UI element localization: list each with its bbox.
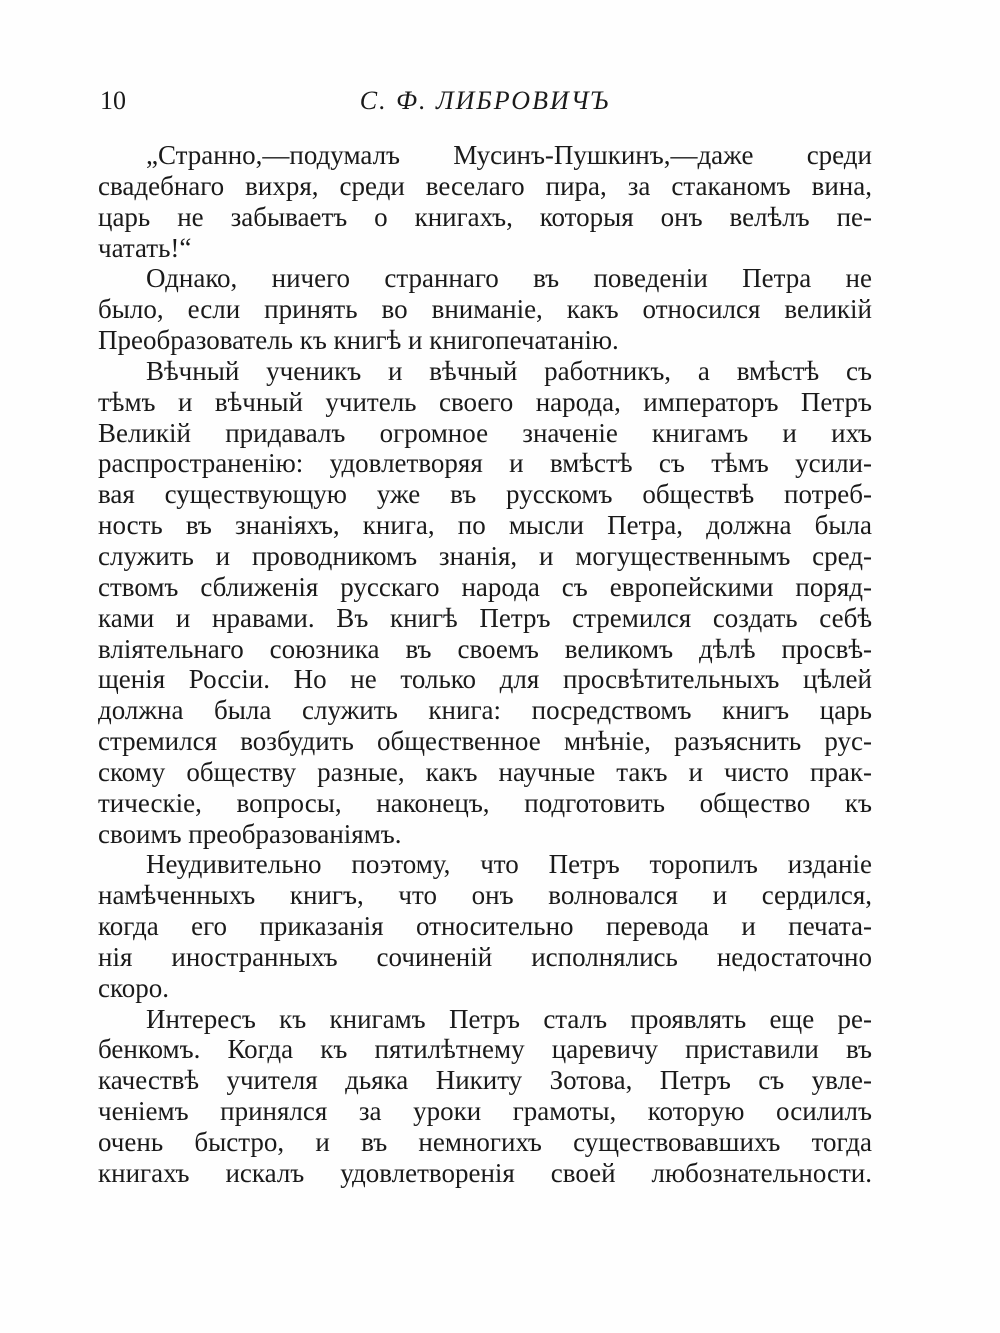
text-line: стремился возбудить общественное мнѣніе, разъяснить рус- <box>98 726 872 757</box>
body-text <box>98 140 872 1189</box>
text-line: ность въ знаніяхъ, книга, по мысли Петра, должна была <box>98 510 872 541</box>
paragraph <box>98 849 872 1003</box>
text-line: Интересъ къ книгамъ Петръ сталъ проявлять еще ре- <box>146 1003 872 1034</box>
text-line: было, если принять во вниманіе, какъ относился великій <box>98 294 872 325</box>
text-line: книгахъ искалъ удовлетворенія своей любознательности. <box>98 1157 872 1188</box>
text-line: Неудивительно поэтому, что Петръ торопилъ изданіе <box>146 849 872 880</box>
paragraph <box>98 140 872 263</box>
text-line: качествѣ учителя дьяка Никиту Зотова, Петръ съ увле- <box>98 1065 872 1096</box>
text-line: нія иностранныхъ сочиненій исполнялись недостаточно <box>98 941 872 972</box>
text-line: скоро. <box>98 972 169 1003</box>
text-line: скому обществу разные, какъ научные такъ и чисто прак- <box>98 756 872 787</box>
page-number: 10 <box>100 86 126 115</box>
running-head <box>100 86 870 126</box>
text-line: ченіемъ принялся за уроки грамоты, которую осилилъ <box>98 1096 872 1127</box>
text-line: Однако, ничего страннаго въ поведеніи Петра не <box>146 263 872 294</box>
text-line: „Странно,—подумалъ Мусинъ-Пушкинъ,—даже среди <box>146 140 872 170</box>
text-line: царь не забываетъ о книгахъ, которыя онъ велѣлъ пе- <box>98 201 872 232</box>
text-line: щенія Россіи. Но не только для просвѣтительныхъ цѣлей <box>98 664 872 695</box>
text-line: тическіе, вопросы, наконецъ, подготовить общество къ <box>98 787 872 818</box>
paragraph <box>98 356 872 850</box>
text-line: ками и нравами. Въ книгѣ Петръ стремился создать себѣ <box>98 602 872 633</box>
text-line: Великій придавалъ огромное значеніе книгамъ и ихъ <box>98 417 872 448</box>
paragraph <box>98 1004 872 1189</box>
text-line: вая существующую уже въ русскомъ обществѣ потреб- <box>98 479 872 510</box>
text-line: своимъ преобразованіямъ. <box>98 818 402 849</box>
text-line: должна была служить книга: посредствомъ книгъ царь <box>98 695 872 726</box>
text-line: когда его приказанія относительно перевода и печата- <box>98 911 872 942</box>
text-line: ствомъ сближенія русскаго народа съ европейскими поряд- <box>98 571 872 602</box>
text-line: чатать!“ <box>98 232 192 263</box>
text-line: Вѣчный ученикъ и вѣчный работникъ, а вмѣстѣ съ <box>146 355 872 386</box>
text-line: Преобразователь къ книгѣ и книгопечатанію. <box>98 325 619 356</box>
text-line: очень быстро, и въ немногихъ существовавшихъ тогда <box>98 1127 872 1157</box>
text-line: свадебнаго вихря, среди веселаго пира, за стаканомъ вина, <box>98 170 872 201</box>
running-title: С. Ф. ЛИБРОВИЧЪ <box>359 86 611 115</box>
text-line: бенкомъ. Когда къ пятилѣтнему царевичу приставили въ <box>98 1034 872 1065</box>
text-line: вліятельнаго союзника въ своемъ великомъ дѣлѣ просвѣ- <box>98 633 872 664</box>
paragraph <box>98 263 872 356</box>
text-line: распространенію: удовлетворяя и вмѣстѣ съ тѣмъ усили- <box>98 448 872 479</box>
text-line: тѣмъ и вѣчный учитель своего народа, императоръ Петръ <box>98 386 872 417</box>
text-line: служить и проводникомъ знанія, и могущественнымъ сред- <box>98 540 872 571</box>
text-line: намѣченныхъ книгъ, что онъ волновался и сердился, <box>98 880 872 911</box>
